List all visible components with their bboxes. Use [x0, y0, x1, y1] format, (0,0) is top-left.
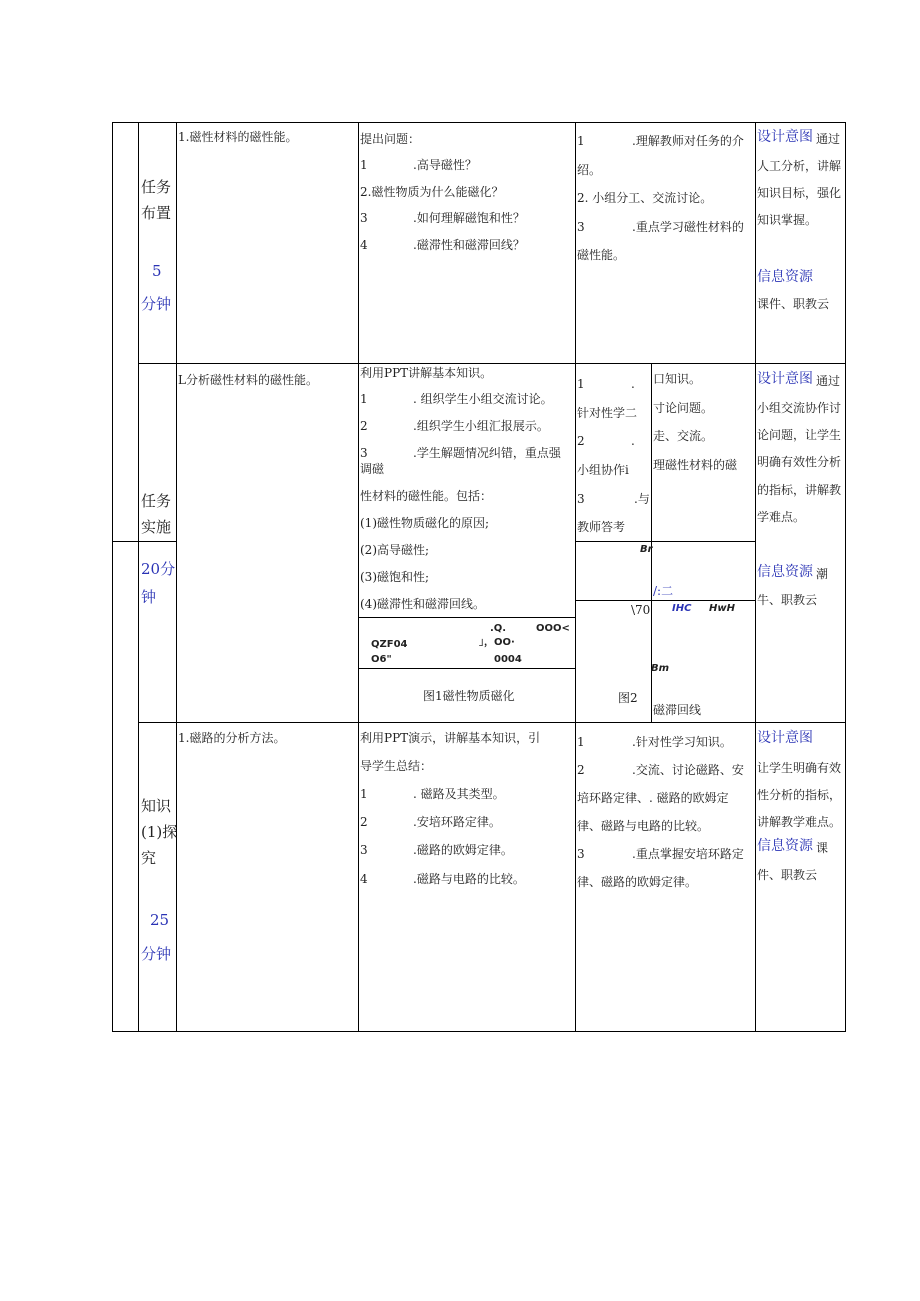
row2-teacher-11: (3)磁饱和性; — [360, 570, 430, 584]
row1-resource-text: 课件、职教云 — [757, 297, 830, 311]
row2-student-a-8: 教师答考 — [577, 520, 626, 534]
row2-teacher-7: 调磁 — [360, 462, 385, 476]
row2-teacher-1: 1 — [360, 392, 368, 406]
row2-design-title: 设计意图 — [757, 371, 813, 387]
row2-student-b-1: 寸论问题。 — [653, 401, 714, 415]
row2-teacher-3: 2 — [360, 419, 368, 433]
row2-student-b-3: 理磁性材料的磁 — [653, 458, 738, 472]
fig1-ocr-4: O6" — [371, 654, 392, 665]
row2-teacher-2: . 组织学生小组交流讨论。 — [413, 392, 553, 406]
row1-teacher-5: .如何理解磁饱和性？ — [413, 211, 525, 225]
row2-teacher-0: 利用PPT讲解基本知识。 — [360, 366, 493, 380]
stage-task-impl-time-num: 20分 — [141, 560, 176, 578]
row1-teacher-4: 3 — [360, 211, 368, 225]
stage-task-impl — [141, 492, 171, 536]
row1-student-6: 磁性能。 — [577, 248, 626, 262]
row2-student-a-7: .与 — [634, 492, 650, 506]
row1-teacher-3: 2.磁性物质为什么能磁化？ — [360, 185, 504, 199]
row3-student-1: .针对性学习知识。 — [632, 735, 732, 749]
stage-label-line2: 实施 — [141, 518, 172, 536]
row2-student-a-3: 2 — [577, 434, 585, 448]
row-divider-2 — [138, 722, 846, 723]
fig2-ocr-4: HwH — [709, 603, 735, 614]
row2-student-a-2: 针对性学二 — [577, 406, 638, 420]
stage-label-line2: (1)探 — [141, 823, 178, 841]
row3-teacher-8: 4 — [360, 872, 368, 886]
row3-design-text-2: 讲解教学难点。 — [757, 815, 842, 829]
fig1-ocr-0: .Q. — [490, 623, 507, 634]
fig2-caption-a: 图2 — [618, 691, 638, 705]
col-divider-2 — [176, 122, 177, 1032]
row1-student-3: 2. 小组分工、交流讨论。 — [577, 191, 713, 205]
row3-teacher-2: 1 — [360, 787, 368, 801]
table-border-bottom — [112, 1031, 846, 1032]
stage-knowledge-time-unit: 分钟 — [141, 945, 172, 963]
stage-task-layout — [141, 178, 171, 222]
row2-teacher-4: .组织学生小组汇报展示。 — [413, 419, 549, 433]
row2-design-text-5: 学难点。 — [757, 510, 806, 524]
row3-student-7: .重点掌握安培环路定 — [632, 847, 744, 861]
row1-teacher-0: 提出问题： — [360, 132, 421, 146]
row2-design-text-2: 论问题，让学生 — [757, 428, 842, 442]
row3-teacher-0: 利用PPT演示，讲解基本知识，引 — [360, 731, 541, 745]
stage-label-line2: 布置 — [141, 204, 172, 222]
fig1-bottom-rule — [358, 668, 575, 669]
row1-design-text-2: 知识目标，强化 — [757, 186, 842, 200]
row1-design-text-1: 人工分析，讲解 — [757, 159, 842, 173]
row1-student-1: .理解教师对任务的介 — [632, 134, 744, 148]
row3-teacher-6: 3 — [360, 843, 368, 857]
col-divider-4 — [575, 122, 576, 1032]
row3-content: 1.磁路的分析方法。 — [178, 731, 286, 745]
row2-student-b-2: 走、交流。 — [653, 429, 714, 443]
row1-student-2: 绍。 — [577, 163, 602, 177]
fig1-caption: 图1磁性物质磁化 — [423, 689, 515, 703]
fig2-ocr-0: Br — [640, 544, 653, 555]
row1-resource-title: 信息资源 — [757, 269, 813, 285]
row1-design-title: 设计意图 — [757, 129, 813, 145]
row2-student-a-4: . — [631, 434, 635, 448]
row1-teacher-1: 1 — [360, 158, 368, 172]
row1-teacher-6: 4 — [360, 238, 368, 252]
row3-teacher-3: . 磁路及其类型。 — [413, 787, 505, 801]
row3-student-8: 律、磁路的欧姆定律。 — [577, 875, 698, 889]
row2-teacher-5: 3 — [360, 446, 368, 460]
row2-design-text-4: 的指标，讲解教 — [757, 483, 842, 497]
row3-student-0: 1 — [577, 735, 585, 749]
row2-resource-text-a: 潮 — [816, 567, 829, 581]
student-subrow-divider — [575, 541, 755, 542]
stage-label-line1: 任务 — [141, 492, 172, 510]
row2-teacher-8: 性材料的磁性能。包括： — [360, 489, 493, 503]
row-divider-1 — [138, 363, 846, 364]
row1-student-4: 3 — [577, 220, 585, 234]
row3-design-title: 设计意图 — [757, 730, 813, 746]
row2-resource-title: 信息资源 — [757, 564, 813, 580]
row2-student-a-1: . — [631, 377, 635, 391]
fig1-ocr-5: 0004 — [494, 654, 522, 665]
table-border-top — [112, 122, 846, 123]
stage-task-impl-time-unit: 钟 — [141, 588, 157, 606]
stage-label-line1: 知识 — [141, 797, 172, 815]
fig2-caption-b: 磁滞回线 — [653, 703, 702, 717]
row3-resource-text-a: 课 — [816, 841, 829, 855]
fig2-divider — [575, 600, 755, 601]
col-divider-5 — [755, 122, 756, 1032]
row1-teacher-7: .磁滞性和磁滞回线？ — [413, 238, 525, 252]
row2-design-text-1: 小组交流协作讨 — [757, 401, 842, 415]
row3-design-text-1: 性分析的指标， — [757, 788, 842, 802]
row2-teacher-9: (1)磁性物质磁化的原因; — [360, 516, 490, 530]
row1-student-5: .重点学习磁性材料的 — [632, 220, 744, 234]
row3-student-6: 3 — [577, 847, 585, 861]
stage-task-layout-time-unit: 分钟 — [141, 295, 172, 313]
row1-design-text-0: 通过 — [816, 132, 841, 146]
fig1-ocr-1: OOO< — [536, 623, 570, 634]
row1-content: 1.磁性材料的磁性能。 — [178, 130, 298, 144]
row3-teacher-1: 导学生总结： — [360, 759, 433, 773]
table-border-right — [845, 122, 846, 1032]
row2-design-text-3: 明确有效性分析 — [757, 455, 842, 469]
stage-knowledge-time-num: 25 — [150, 911, 170, 929]
table-border-left — [112, 122, 113, 1032]
stage-knowledge — [141, 797, 177, 867]
fig2-ocr-2: \70 — [631, 603, 651, 617]
row2-content: L分析磁性材料的磁性能。 — [178, 373, 318, 387]
row3-teacher-5: .安培环路定律。 — [413, 815, 501, 829]
fig1-top-rule — [358, 617, 575, 618]
fig2-ocr-3: IHC — [672, 603, 692, 614]
row3-student-3: .交流、讨论磁路、安 — [632, 763, 744, 777]
row2-resource-text-b: 牛、职教云 — [757, 593, 818, 607]
row2-student-b-0: 口知识。 — [653, 372, 702, 386]
fig2-ocr-1: /:二 — [653, 584, 674, 598]
row3-teacher-9: .磁路与电路的比较。 — [413, 872, 525, 886]
row3-resource-title: 信息资源 — [757, 838, 813, 854]
row3-teacher-7: .磁路的欧姆定律。 — [413, 843, 513, 857]
row3-student-2: 2 — [577, 763, 585, 777]
row2-student-a-6: 3 — [577, 492, 585, 506]
stage-task-layout-time-num: 5 — [152, 262, 162, 280]
row1-student-0: 1 — [577, 134, 585, 148]
row1-teacher-2: .高导磁性？ — [413, 158, 477, 172]
row2-teacher-12: (4)磁滞性和磁滞回线。 — [360, 597, 485, 611]
row3-student-4: 培环路定律、. 磁路的欧姆定 — [577, 791, 729, 805]
row3-resource-text-b: 件、职教云 — [757, 868, 818, 882]
fig2-ocr-5: Bm — [651, 663, 670, 674]
row3-design-text-0: 让学生明确有效 — [757, 761, 842, 775]
stage-label-line1: 任务 — [141, 178, 172, 196]
row1-design-text-3: 知识掌握。 — [757, 213, 818, 227]
row2-design-text-0: 通过 — [816, 374, 841, 388]
row2-teacher-6: .学生解题情况纠错，重点强 — [413, 446, 561, 460]
row3-student-5: 律、磁路与电路的比较。 — [577, 819, 710, 833]
fig1-ocr-3: 」，OO· — [479, 637, 515, 648]
row-divider-stage-split — [112, 541, 176, 542]
stage-label-line3: 究 — [141, 849, 157, 867]
col-divider-3 — [358, 122, 359, 1032]
row2-student-a-5: 小组协作i — [577, 463, 629, 477]
fig1-ocr-2: QZF04 — [371, 639, 408, 650]
row2-teacher-10: (2)高导磁性; — [360, 543, 430, 557]
row2-student-a-0: 1 — [577, 377, 585, 391]
col-divider-1 — [138, 122, 139, 1032]
row3-teacher-4: 2 — [360, 815, 368, 829]
